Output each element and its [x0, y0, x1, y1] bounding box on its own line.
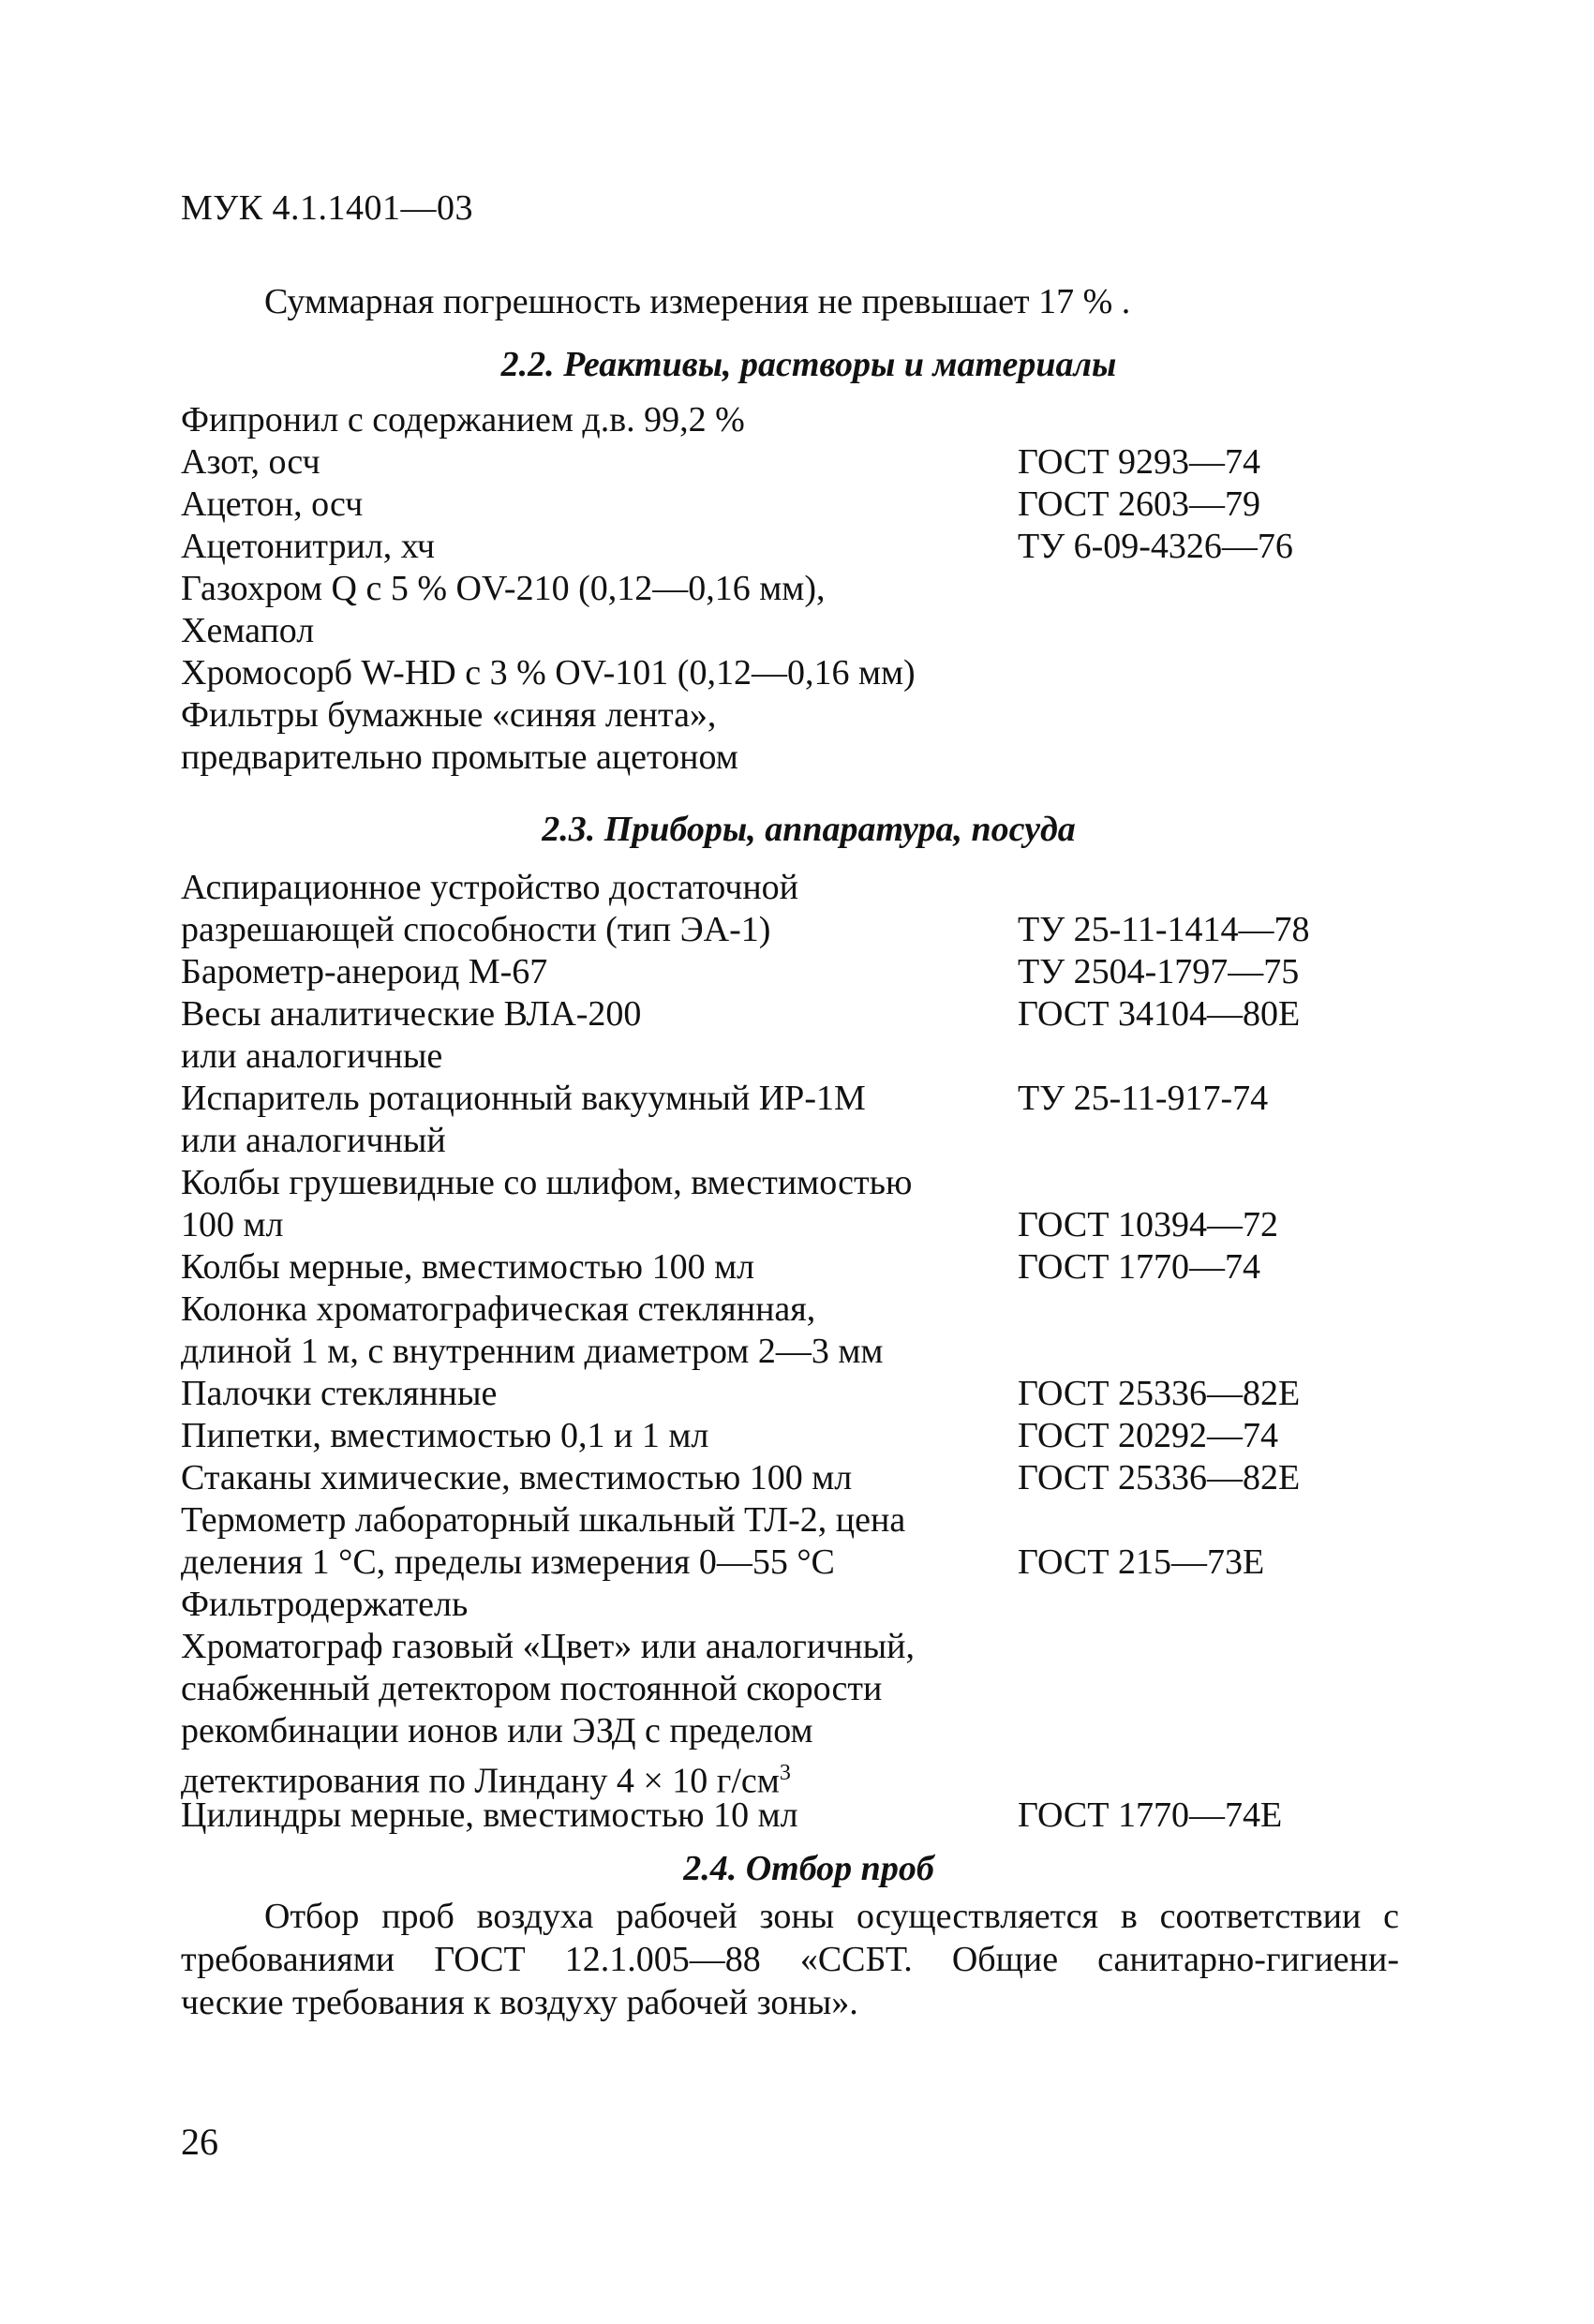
- standard-ref: ГОСТ 34104—80Е: [1018, 994, 1301, 1034]
- item-name-text: рекомбинации ионов или ЭЗД с пределом: [181, 1711, 813, 1750]
- item-name: [181, 441, 320, 484]
- list-item: [181, 399, 1437, 441]
- section-2-4-title: 2.4. Отбор проб: [683, 1849, 934, 1888]
- standard-ref: ТУ 25-11-917-74: [1018, 1079, 1269, 1118]
- list-item: [181, 1289, 1437, 1331]
- item-name-text: Барометр-анероид М-67: [181, 952, 548, 991]
- item-name-text: Хромосорб W-HD с 3 % OV-101 (0,12—0,16 мм): [181, 653, 916, 693]
- item-name-text: длиной 1 м, с внутренним диаметром 2—3 мм: [181, 1332, 884, 1371]
- item-name: [181, 1078, 866, 1120]
- item-name: [181, 1204, 284, 1246]
- item-name-text: снабженный детектором постоянной скорости: [181, 1669, 883, 1708]
- list-item: [181, 1035, 1437, 1078]
- item-name-text: Фильтродержатель: [181, 1585, 469, 1624]
- list-item: [181, 737, 1437, 779]
- item-name-text: Фипронил с содержанием д.в. 99,2 %: [181, 400, 745, 439]
- item-name-text: Ацетонитрил, хч: [181, 527, 436, 566]
- list-item: [181, 1710, 1437, 1752]
- item-name: [181, 1162, 912, 1204]
- item-name-text: Цилиндры мерные, вместимостью 10 мл: [181, 1795, 798, 1835]
- item-name-text: разрешающей способности (тип ЭА-1): [181, 910, 771, 949]
- list-item: [181, 610, 1437, 652]
- item-name-text: Палочки стеклянные: [181, 1374, 498, 1413]
- item-name-text: Колонка хроматографическая стеклянная,: [181, 1289, 816, 1329]
- sampling-paragraph: [181, 1895, 1399, 2024]
- list-item: [181, 1584, 1437, 1626]
- item-name-text: или аналогичные: [181, 1036, 443, 1076]
- list-item: [181, 1162, 1437, 1204]
- list-item: [181, 441, 1437, 484]
- item-name: [181, 1373, 497, 1415]
- item-name: [181, 526, 435, 568]
- standard-ref: ТУ 6-09-4326—76: [1018, 527, 1293, 566]
- item-name: [181, 694, 716, 737]
- item-name-text: или аналогичный: [181, 1121, 446, 1160]
- item-name: [181, 1035, 442, 1078]
- sampling-line: требованиями ГОСТ 12.1.005—88 «ССБТ. Общие санитарно-гигиени-: [181, 1940, 1399, 1979]
- standard-ref: ГОСТ 25336—82Е: [1018, 1458, 1301, 1497]
- item-name: [181, 909, 770, 951]
- item-name: [181, 1246, 754, 1289]
- item-name-text: Испаритель ротационный вакуумный ИР-1М: [181, 1079, 866, 1118]
- item-name: [181, 867, 798, 909]
- list-item: [181, 993, 1437, 1035]
- item-name: [181, 1120, 446, 1162]
- item-name-text: Газохром Q с 5 % OV-210 (0,12—0,16 мм),: [181, 569, 826, 608]
- list-item: [181, 526, 1437, 568]
- list-item: [181, 1331, 1437, 1373]
- list-item: [181, 1626, 1437, 1668]
- item-name: [181, 993, 641, 1035]
- standard-ref: ГОСТ 9293—74: [1018, 442, 1260, 482]
- section-2-3-title: 2.3. Приборы, аппаратура, посуда: [542, 810, 1076, 849]
- item-name: [181, 652, 916, 694]
- section-2-2-title: 2.2. Реактивы, растворы и материалы: [500, 345, 1117, 384]
- standard-ref: ГОСТ 1770—74Е: [1018, 1795, 1283, 1835]
- page-number: 26: [181, 2121, 218, 2163]
- item-name-text: Пипетки, вместимостью 0,1 и 1 мл: [181, 1416, 709, 1455]
- list-item: [181, 1204, 1437, 1246]
- reagents-list: [181, 399, 1437, 779]
- sampling-line: ческие требования к воздуху рабочей зоны».: [181, 1983, 858, 2022]
- item-name-text: Аспирационное устройство достаточной: [181, 868, 799, 907]
- item-name: [181, 1457, 852, 1499]
- standard-ref: ГОСТ 10394—72: [1018, 1205, 1278, 1244]
- list-item: [181, 1246, 1437, 1289]
- item-name: [181, 951, 547, 993]
- list-item: [181, 909, 1437, 951]
- item-name-text: Фильтры бумажные «синяя лента»,: [181, 695, 717, 735]
- superscript: 3: [779, 1761, 791, 1785]
- list-item: [181, 484, 1437, 526]
- item-name-text: Хроматограф газовый «Цвет» или аналогичный,: [181, 1627, 915, 1666]
- item-name-text: Термометр лабораторный шкальный ТЛ-2, цена: [181, 1500, 906, 1540]
- standard-ref: ГОСТ 25336—82Е: [1018, 1374, 1301, 1413]
- item-name-text: Хемапол: [181, 611, 315, 650]
- list-item: [181, 694, 1437, 737]
- item-name: [181, 1795, 798, 1837]
- item-name: [181, 484, 363, 526]
- item-name: [181, 1499, 905, 1542]
- standard-ref: ГОСТ 2603—79: [1018, 484, 1260, 524]
- list-item: [181, 568, 1437, 610]
- item-name-text: Весы аналитические ВЛА-200: [181, 994, 642, 1034]
- document-code: МУК 4.1.1401—03: [181, 188, 474, 228]
- list-item: [181, 1120, 1437, 1162]
- item-name-text: детектирования по Линдану 4 × 10 г/см: [181, 1761, 780, 1801]
- list-item: [181, 1795, 1437, 1837]
- standard-ref: ГОСТ 20292—74: [1018, 1416, 1278, 1455]
- item-name-text: Стаканы химические, вместимостью 100 мл: [181, 1458, 853, 1497]
- item-name: [181, 1584, 468, 1626]
- item-name-text: Колбы грушевидные со шлифом, вместимостью: [181, 1163, 913, 1202]
- item-name-text: деления 1 °С, пределы измерения 0—55 °С: [181, 1542, 835, 1582]
- item-name: [181, 1668, 882, 1710]
- list-item: [181, 1457, 1437, 1499]
- item-name: [181, 1626, 915, 1668]
- item-name-text: Ацетон, осч: [181, 484, 364, 524]
- item-name-text: Колбы мерные, вместимостью 100 мл: [181, 1247, 755, 1287]
- list-item: [181, 652, 1437, 694]
- list-item: [181, 1752, 1437, 1801]
- sampling-line: Отбор проб воздуха рабочей зоны осуществляется в соответствии с: [264, 1897, 1399, 1936]
- list-item: [181, 1078, 1437, 1120]
- standard-ref: ГОСТ 1770—74: [1018, 1247, 1260, 1287]
- list-item: [181, 1542, 1437, 1584]
- list-item: [181, 1668, 1437, 1710]
- standard-ref: ГОСТ 215—73Е: [1018, 1542, 1265, 1582]
- item-name: [181, 1710, 813, 1752]
- item-name-text: 100 мл: [181, 1205, 284, 1244]
- item-name: [181, 1415, 708, 1457]
- item-name: [181, 1542, 835, 1584]
- list-item: [181, 867, 1437, 909]
- item-name-text: предварительно промытые ацетоном: [181, 737, 738, 777]
- item-name-text: Азот, осч: [181, 442, 320, 482]
- standard-ref: ТУ 2504-1797—75: [1018, 952, 1300, 991]
- item-name: [181, 737, 738, 779]
- measurement-error-text: Суммарная погрешность измерения не превышает 17 % .: [264, 282, 1131, 321]
- list-item: [181, 1499, 1437, 1542]
- item-name: [181, 1289, 815, 1331]
- item-name: [181, 399, 745, 441]
- item-name: [181, 1331, 883, 1373]
- list-item: [181, 1373, 1437, 1415]
- item-name: [181, 568, 825, 610]
- item-name: [181, 610, 314, 652]
- list-item: [181, 1415, 1437, 1457]
- equipment-list: [181, 867, 1437, 1837]
- list-item: [181, 951, 1437, 993]
- standard-ref: ТУ 25-11-1414—78: [1018, 910, 1310, 949]
